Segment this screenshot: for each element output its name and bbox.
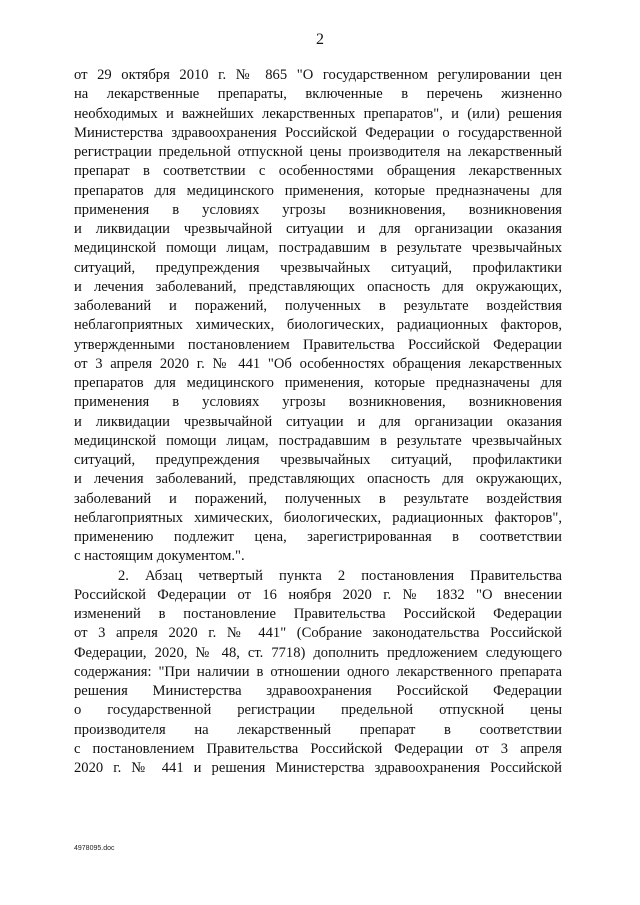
- body-line: заболеваний и поражений, полученных в результате воздействия: [74, 298, 562, 314]
- body-line: медицинской помощи лицам, пострадавшим в результате чрезвычайных: [74, 240, 562, 257]
- body-line: производителя на лекарственный препарат в соответствии: [74, 721, 562, 738]
- body-line: Министерства здравоохранения Российской Федерации о государственной: [74, 124, 562, 141]
- paragraph-2-first-line: 2. Абзац четвертый пункта 2 постановления Правительства: [118, 567, 562, 584]
- body-line: решения Министерства здравоохранения Российской Федерации: [74, 683, 562, 699]
- body-line: с настоящим документом.".: [74, 548, 245, 565]
- page-number: 2: [316, 31, 324, 48]
- body-line: Российской Федерации от 16 ноября 2020 г. № 1832 "О внесении: [74, 586, 562, 603]
- body-line: необходимых и важнейших лекарственных препаратов", и (или) решения: [74, 105, 562, 122]
- body-line: регистрации предельной отпускной цены производителя на лекарственный: [74, 144, 562, 160]
- body-line: содержания: "При наличии в отношении одного лекарственного препарата: [74, 663, 562, 680]
- body-line: неблагоприятных химических, биологических, радиационных факторов,: [74, 317, 562, 334]
- document-body: [74, 66, 562, 778]
- body-line: утвержденными постановлением Правительства Российской Федерации: [74, 336, 562, 353]
- footer-file-code: 4978095.doc: [74, 845, 115, 852]
- body-line: применения в условиях угрозы возникновения, возникновения: [74, 201, 562, 218]
- body-line: ситуаций, предупреждения чрезвычайных ситуаций, профилактики: [74, 452, 562, 468]
- body-line: и лечения заболеваний, представляющих опасность для окружающих,: [74, 278, 562, 295]
- body-line: ситуаций, предупреждения чрезвычайных ситуаций, профилактики: [74, 259, 562, 276]
- body-line: медицинской помощи лицам, пострадавшим в результате чрезвычайных: [74, 432, 562, 449]
- body-line: от 29 октября 2010 г. № 865 "О государственном регулировании цен: [74, 67, 562, 83]
- body-line: заболеваний и поражений, полученных в результате воздействия: [74, 490, 562, 507]
- body-line: и ликвидации чрезвычайной ситуации и для организации оказания: [74, 221, 562, 237]
- body-line: о государственной регистрации предельной отпускной цены: [74, 702, 562, 719]
- body-line: от 3 апреля 2020 г. № 441" (Собрание законодательства Российской: [74, 625, 562, 642]
- body-line: неблагоприятных химических, биологических, радиационных факторов",: [74, 509, 562, 526]
- body-line: применения в условиях угрозы возникновения, возникновения: [74, 394, 562, 411]
- body-line: препарат в соответствии с особенностями обращения лекарственных: [74, 163, 562, 180]
- body-line: применению подлежит цена, зарегистрированная в соответствии: [74, 529, 562, 545]
- body-line: изменений в постановление Правительства Российской Федерации: [74, 606, 562, 622]
- body-line: 2020 г. № 441 и решения Министерства здравоохранения Российской: [74, 760, 562, 776]
- body-line: и лечения заболеваний, представляющих опасность для окружающих,: [74, 471, 562, 488]
- body-line: от 3 апреля 2020 г. № 441 "Об особенностях обращения лекарственных: [74, 355, 562, 372]
- body-line: препаратов для медицинского применения, которые предназначены для: [74, 375, 562, 391]
- body-line: с постановлением Правительства Российской Федерации от 3 апреля: [74, 740, 562, 757]
- body-line: Федерации, 2020, № 48, ст. 7718) дополнить предложением следующего: [74, 644, 562, 661]
- body-line: и ликвидации чрезвычайной ситуации и для организации оказания: [74, 413, 562, 430]
- body-line: на лекарственные препараты, включенные в перечень жизненно: [74, 86, 562, 103]
- body-line: препаратов для медицинского применения, которые предназначены для: [74, 182, 562, 199]
